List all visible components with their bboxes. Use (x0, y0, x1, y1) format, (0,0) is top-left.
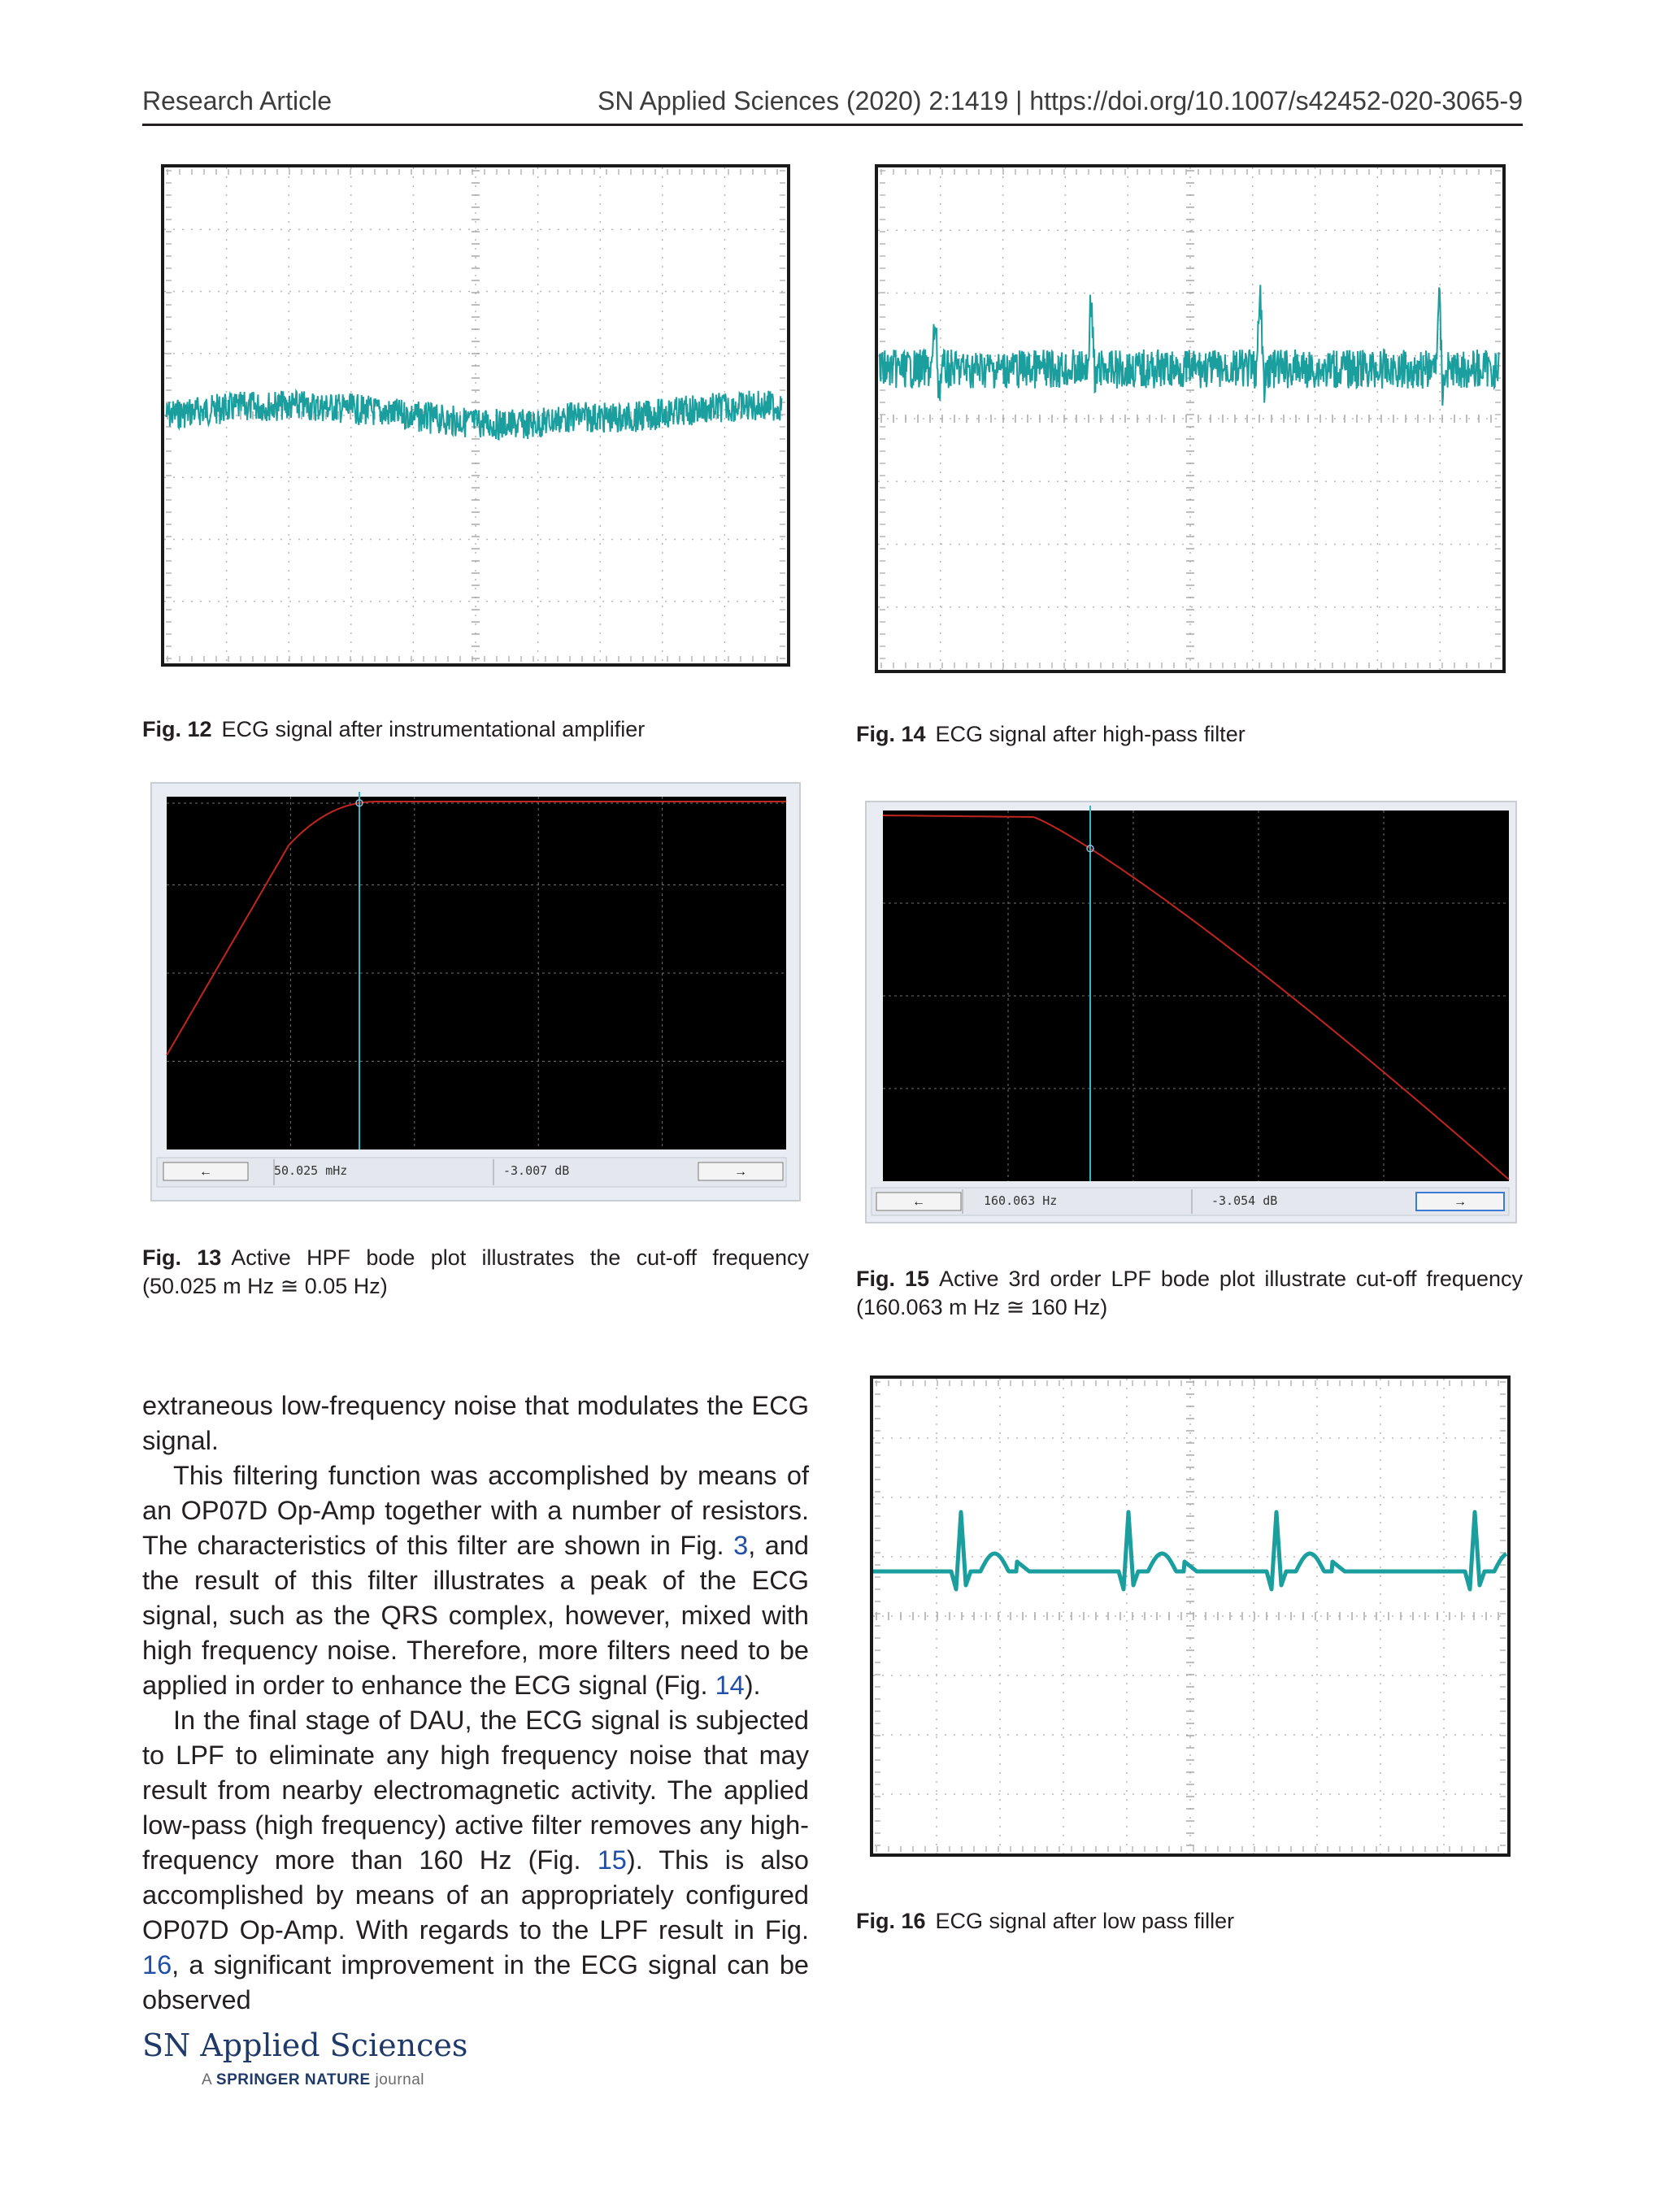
fig13-bode-window (150, 782, 801, 1202)
fig-ref-3[interactable]: 3 (733, 1531, 749, 1560)
paragraph-2: This filtering function was accomplished by means of an OP07D Op-Amp together with a number of resistors. The characteristics of this filter are shown in Fig. 3, and the result of this filter illustrates a peak of the ECG signal, such as the QRS complex, however, mixed with high frequency noise. Therefore, more filters need to be applied in order to enhance the ECG signal (Fig. 14). (142, 1461, 809, 1700)
running-header-right: SN Applied Sciences (2020) 2:1419 | https://doi.org/10.1007/s42452-020-3065-9 (598, 86, 1523, 115)
fig15-readout-gain: -3.054 dB (1211, 1193, 1278, 1208)
fig15-label: Fig. 15 (856, 1267, 929, 1291)
fig12-caption (142, 715, 809, 744)
svg-text:→: → (734, 1165, 747, 1179)
fig13-label: Fig. 13 (142, 1245, 222, 1270)
paragraph-3: In the final stage of DAU, the ECG signal is subjected to LPF to eliminate any high frequency noise that may result from nearby electromagnetic activity. The applied low-pass (high frequency) active filter removes any high-frequency more than 160 Hz (Fig. 15). This is also accomplished by means of an appropriately configured OP07D Op-Amp. With regards to the LPF result in Fig. 16, a significant improvement in the ECG signal can be observed (142, 1706, 809, 2014)
fig16-plot (873, 1379, 1507, 1853)
fig13-plot (152, 784, 799, 1200)
fig12-plot (164, 167, 787, 663)
fig14-caption (856, 720, 1523, 749)
svg-text:←: ← (199, 1165, 212, 1179)
fig12-caption-text: ECG signal after instrumentational amplifier (221, 717, 646, 741)
fig14-label: Fig. 14 (856, 722, 926, 746)
fig15-plot (867, 802, 1515, 1222)
journal-logo-publisher: A SPRINGER NATURE journal (202, 2071, 425, 2088)
fig16-caption (856, 1907, 1523, 1936)
fig-ref-15[interactable]: 15 (597, 1845, 627, 1875)
fig14-plot (878, 167, 1502, 670)
svg-text:←: ← (912, 1195, 925, 1209)
fig-ref-14[interactable]: 14 (715, 1671, 745, 1700)
body-text (142, 1388, 809, 2018)
fig16-oscilloscope (870, 1375, 1511, 1857)
fig13-readout-gain: -3.007 dB (503, 1163, 570, 1178)
fig13-caption (142, 1244, 809, 1301)
fig12-oscilloscope (161, 164, 790, 667)
fig15-readout-frequency: 160.063 Hz (984, 1193, 1058, 1208)
svg-text:→: → (1454, 1195, 1467, 1209)
running-header-left: Research Article (142, 86, 332, 115)
paragraph-1: extraneous low-frequency noise that modulates the ECG signal. (142, 1391, 809, 1455)
header-rule (142, 124, 1523, 126)
fig15-caption (856, 1265, 1523, 1322)
fig15-bode-window (865, 801, 1517, 1223)
fig12-label: Fig. 12 (142, 717, 212, 741)
fig16-caption-text: ECG signal after low pass filler (935, 1909, 1235, 1933)
fig-ref-16[interactable]: 16 (142, 1950, 172, 1980)
fig13-readout-frequency: 50.025 mHz (274, 1163, 348, 1178)
fig14-caption-text: ECG signal after high-pass filter (935, 722, 1245, 746)
fig16-label: Fig. 16 (856, 1909, 926, 1933)
fig14-oscilloscope (875, 164, 1506, 673)
journal-logo-name: SN Applied Sciences (142, 2027, 468, 2063)
fig13-caption-text: Active HPF bode plot illustrates the cut-off frequency (50.025 m Hz ≅ 0.05 Hz) (142, 1245, 809, 1298)
fig15-caption-text: Active 3rd order LPF bode plot illustrate cut-off frequency (160.063 m Hz ≅ 160 Hz) (856, 1267, 1523, 1319)
